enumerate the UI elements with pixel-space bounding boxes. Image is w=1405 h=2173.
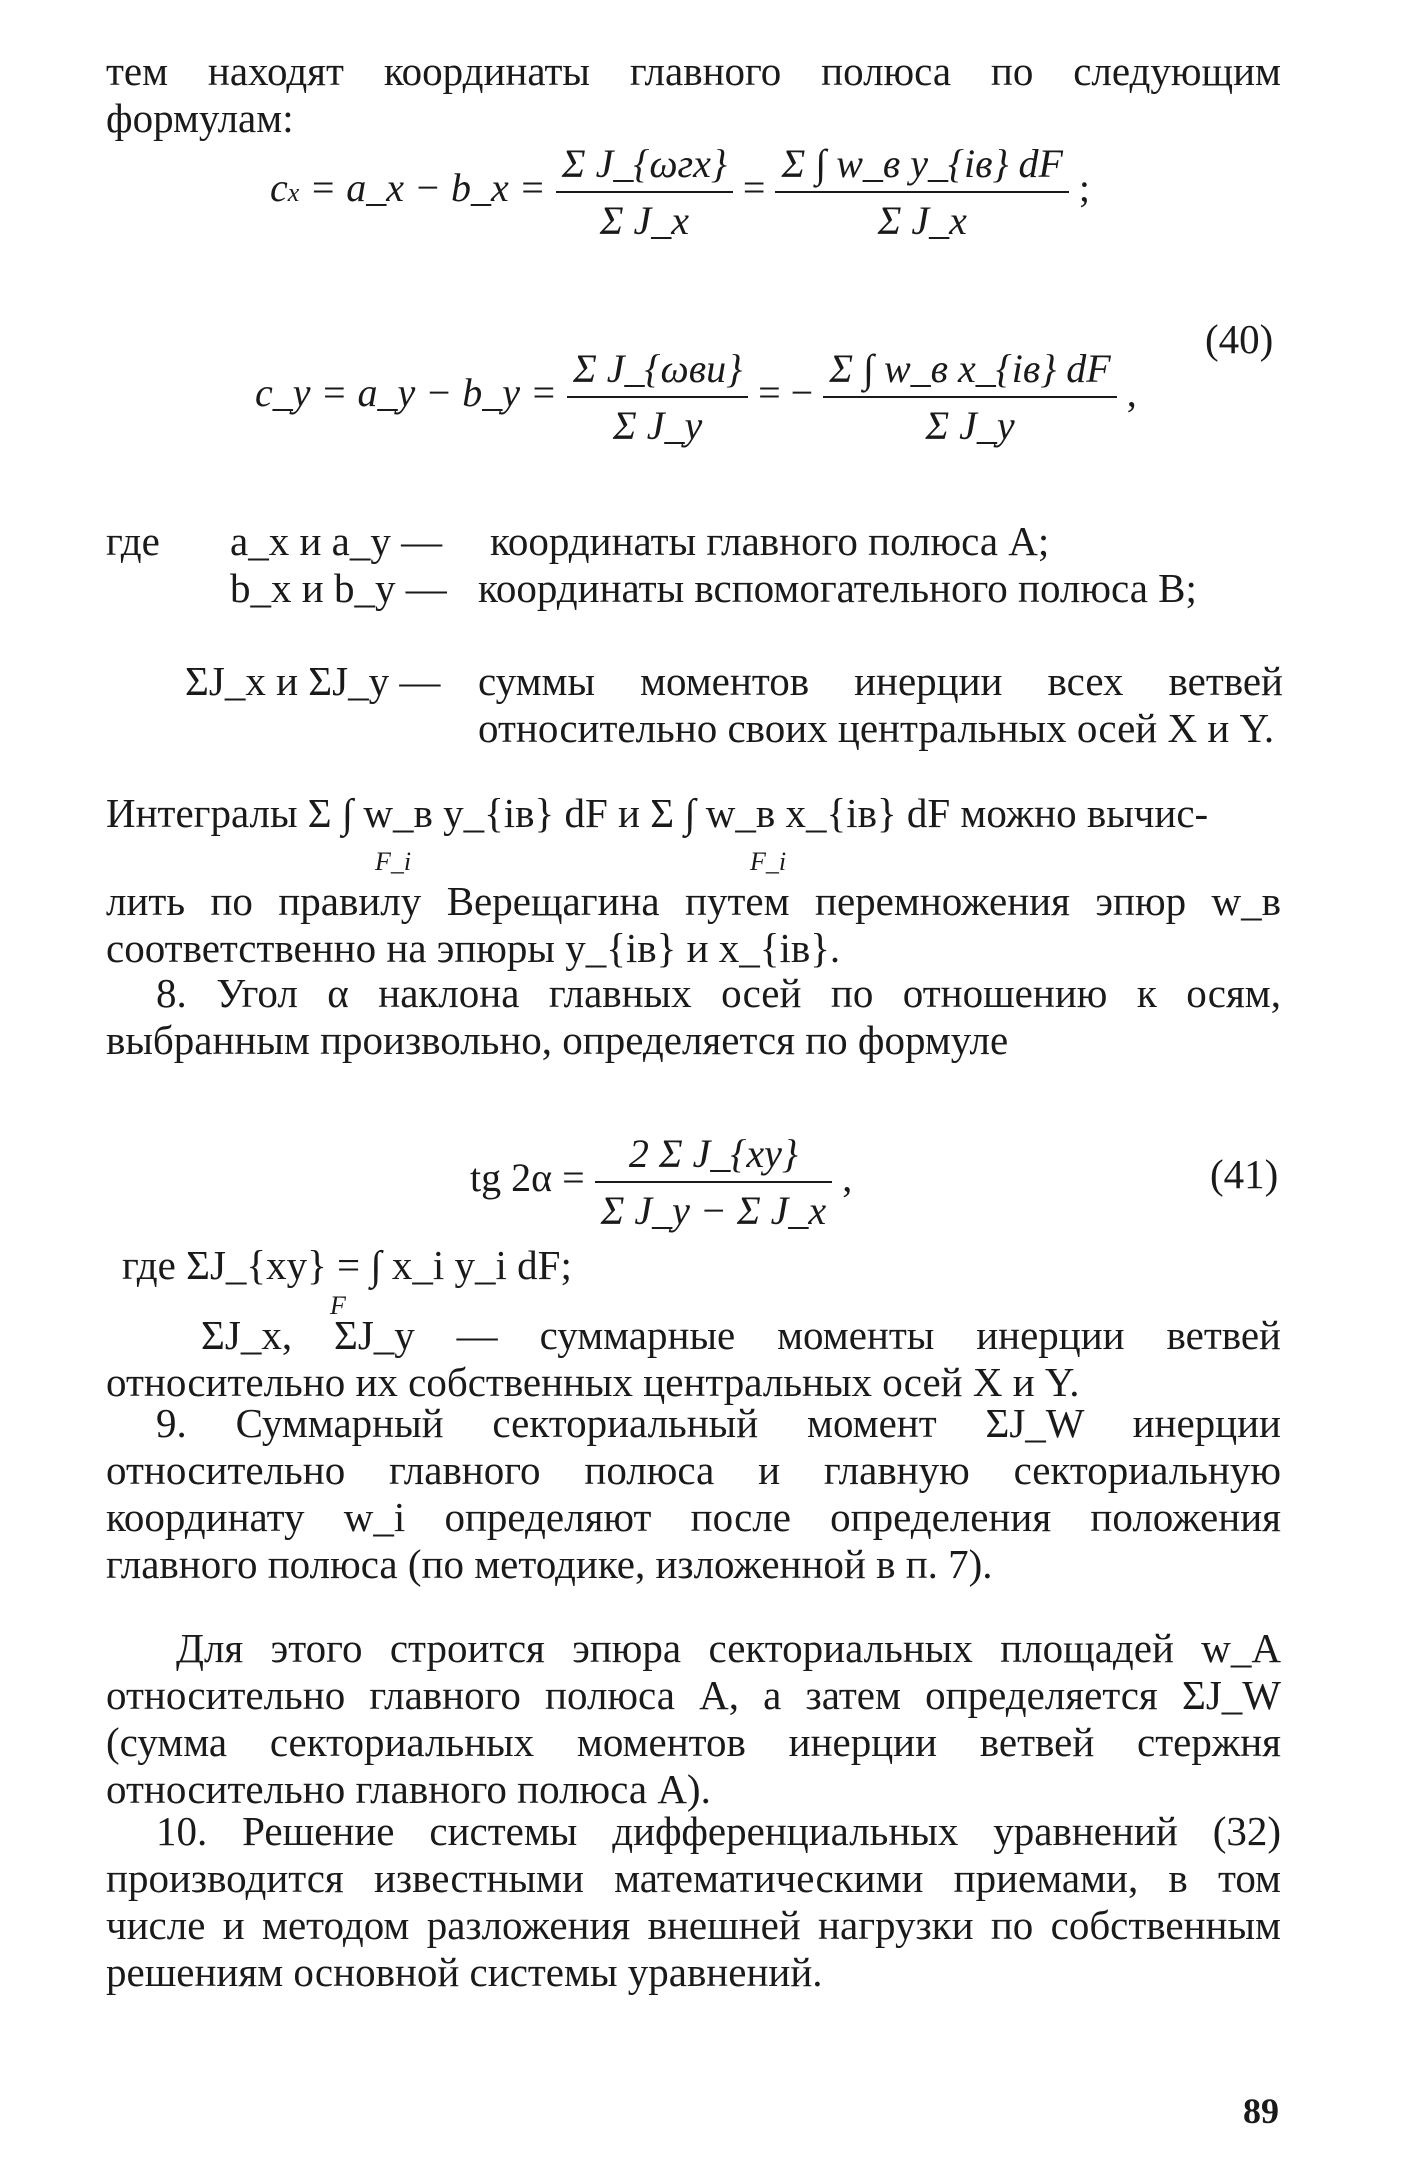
cx-frac2-numerator: Σ ∫ w_в y_{iв} dF bbox=[775, 140, 1068, 193]
intro-paragraph: тем находят координаты главного полюса по следующим формулам: bbox=[106, 48, 1281, 141]
integrals-sub-1: F_i bbox=[375, 847, 412, 876]
cx-frac1-numerator: Σ J_{ωгx} bbox=[556, 140, 733, 193]
eq41-lhs: tg 2α = bbox=[470, 1155, 585, 1201]
equation-41 bbox=[470, 1130, 852, 1234]
integrals-rest: лить по правилу Верещагина путем перемножения эпюр w_в соответственно на эпюры y_{iв} и x_{iв}. bbox=[106, 878, 1281, 971]
paragraph-8: 8. Угол α наклона главных осей по отношению к осям, выбранным произвольно, определяется по формуле bbox=[106, 970, 1281, 1063]
cy-frac1-numerator: Σ J_{ωвu} bbox=[567, 345, 748, 398]
cy-fraction-1 bbox=[567, 345, 748, 449]
cx-frac1-denominator: Σ J_x bbox=[599, 198, 689, 243]
cy-lhs: c_y = a_y − b_y = bbox=[255, 370, 557, 416]
cx-frac2-denominator: Σ J_x bbox=[877, 198, 967, 243]
cy-frac1-denominator: Σ J_y bbox=[612, 403, 703, 448]
cy-fraction-2 bbox=[823, 345, 1116, 449]
cx-equals: = bbox=[742, 165, 766, 211]
cy-frac2-denominator: Σ J_y bbox=[925, 403, 1015, 448]
cy-end: , bbox=[1126, 370, 1137, 416]
def-2-symbol: b_x и b_y — bbox=[230, 565, 447, 611]
integrals-sub-2: F_i bbox=[750, 847, 787, 876]
eq41-fraction bbox=[595, 1130, 833, 1234]
cx-fraction-2 bbox=[775, 140, 1068, 244]
equation-number-40: (40) bbox=[1205, 316, 1274, 362]
paragraph-9: 9. Суммарный секториальный момент ΣJ_W инерции относительно главного полюса и главную секториальную координату w_i определяют после определения положения главного полюса (по методике, изложенной в п. 7). bbox=[106, 1400, 1281, 1587]
page-number: 89 bbox=[1243, 2091, 1279, 2131]
equation-number-41: (41) bbox=[1210, 1151, 1279, 1197]
def-2-text: координаты вспомогательного полюса B; bbox=[478, 565, 1197, 611]
def-1-text: координаты главного полюса A; bbox=[490, 518, 1050, 564]
paragraph-10: 10. Решение системы дифференциальных уравнений (32) производится известными математическими приемами, в том числе и методом разложения внешней нагрузки по собственным решениям основной системы уравнений. bbox=[106, 1808, 1281, 1995]
paragraph-sums: ΣJ_x, ΣJ_y — суммарные моменты инерции ветвей относительно их собственных центральных осей X и Y. bbox=[106, 1312, 1281, 1405]
integrals-line-1: Интегралы Σ ∫ w_в y_{iв} dF и Σ ∫ w_в x_{iв} dF можно вычис- bbox=[106, 790, 1209, 836]
paragraph-sectorial: Для этого строится эпюра секториальных площадей w_A относительно главного полюса A, а затем определяется ΣJ_W (сумма секториальных моментов инерции ветвей стержня относительно главного полюса A). bbox=[106, 1625, 1281, 1812]
cx-fraction-1 bbox=[556, 140, 733, 244]
cx-lhs: c bbox=[270, 165, 288, 211]
cx-rhs: = a_x − b_x = bbox=[309, 165, 546, 211]
equation-cx: cx = a_x − b_x = $\frac{\text{Σ J\_\{ωгx\}}}{\text{Σ J\_x}}$ = $\frac{\text{Σ ∫ w\_в y\_\{iв\} dF}}{\text{Σ J\_x}}$ ; bbox=[270, 141, 1091, 243]
def-3-symbol: ΣJ_x и ΣJ_y — bbox=[185, 658, 441, 704]
eq41-denominator: Σ J_y − Σ J_x bbox=[600, 1188, 827, 1233]
equation-cy bbox=[255, 345, 1137, 449]
cy-frac2-numerator: Σ ∫ w_в x_{iв} dF bbox=[823, 345, 1116, 398]
where-41-sub: F bbox=[330, 1291, 346, 1320]
eq41-numerator: 2 Σ J_{xy} bbox=[595, 1130, 833, 1183]
def-3-text: суммы моментов инерции всех ветвей относительно своих центральных осей X и Y. bbox=[478, 658, 1283, 751]
eq41-end: , bbox=[842, 1155, 853, 1201]
cx-end: ; bbox=[1078, 165, 1091, 211]
where-41: где ΣJ_{xy} = ∫ x_i y_i dF; bbox=[122, 1242, 572, 1288]
where-label: где bbox=[106, 518, 160, 564]
def-1-symbol: a_x и a_y — bbox=[230, 518, 443, 564]
cy-equals: = − bbox=[758, 370, 814, 416]
